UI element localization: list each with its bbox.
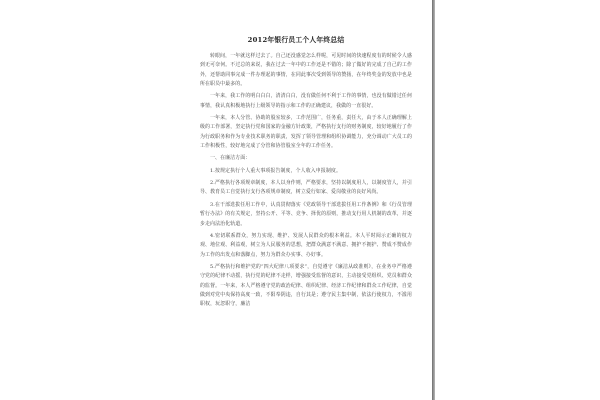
document-page (160, 0, 432, 400)
list-item: 5.严格执行和维护党的“四大纪律八项要求”，自觉遵守《廉洁从政准则》，在业务中严格遵守党的纪律不动摇，执行党的纪律不走样，增强接受监督的意识，主动接受党组织、党员和群众的监督。一年来，本人严格遵守党的政治纪律、组织纪律、经济工作纪律和群众工作纪律，自觉做到对党中央保持高度一致，不阳奉阴违，自行其是；遵守民主集中制，依法行使权力，不滥用职权，玩忽职守，廉洁 (200, 263, 412, 308)
paragraph: 一年来，我工作的明白白白，清清白白，没有做任何不利于工作的事情，也没有做错过任何事情，我认真积极地执行上级领导的指示和工作的正确建议，我做的一直很好。 (200, 93, 412, 109)
paragraph: 一年来，本人分管、协助的股室较多，工作范围广，任务重，责任大，由于本人正确理解上级的工作部署，坚定执行党和国家的金融方针政策，严格执行支行的财务制度，较好地履行了作为行政职务和作为专业技术职务的职责，发挥了领导管理和组织协调能力，充分调动广大员工的工作积极性，较好地完成了分管和协管股室全年的工作任务。 (200, 115, 412, 150)
section-heading: 一、在廉洁方面： (210, 155, 251, 162)
paragraph: 转眼间，一年就这样过去了。自己还没感觉怎么样呢，可见时间的快速程度有的时候令人感到无可奈何。不过总的来说，我在过去一年中的工作还是不错的；除了做好的完成了自己的工作外，还帮助同事完成一件办理起的事情，在同此事次受到领导的赞扬，在年终奖金的发放中也是所在职员中最多的。 (200, 53, 412, 88)
document-title: 2012年银行员工个人年终总结 (247, 36, 345, 44)
viewer-background (435, 0, 600, 400)
document-body (200, 52, 412, 310)
list-item: 1.按规定执行个人重大事项报告制度，个人收入申报制度。 (210, 167, 341, 174)
list-item: 4.密切联系群众，努力实现、维护、发展人民群众的根本利益。本人平时阅示正确的权力观、地位观、利益观，树立为人民服务的思想，把群众满意不满意、拥护不拥护、赞成不赞成作为工作的出发点和落脚点，努力为群众办实事、办好事。 (200, 232, 412, 258)
list-item: 2.严格执行各项规章制度，本人以身作则，严格要求，坚持以制度用人，以制度管人，并引导、教育员工自觉执行支行各项规章制度，树立爱行如家、爱岗敬业的良好风尚。 (200, 180, 412, 196)
list-item: 3.在干部选拔任用工作中，认真贯彻落实《党政领导干部选拔任用工作条例》和《行员管理暂行办法》的有关规定，坚持公开、平等、竞争、择优的原则，推动支行用人机制的改革，并逐步走向法治化轨道。 (200, 201, 412, 227)
